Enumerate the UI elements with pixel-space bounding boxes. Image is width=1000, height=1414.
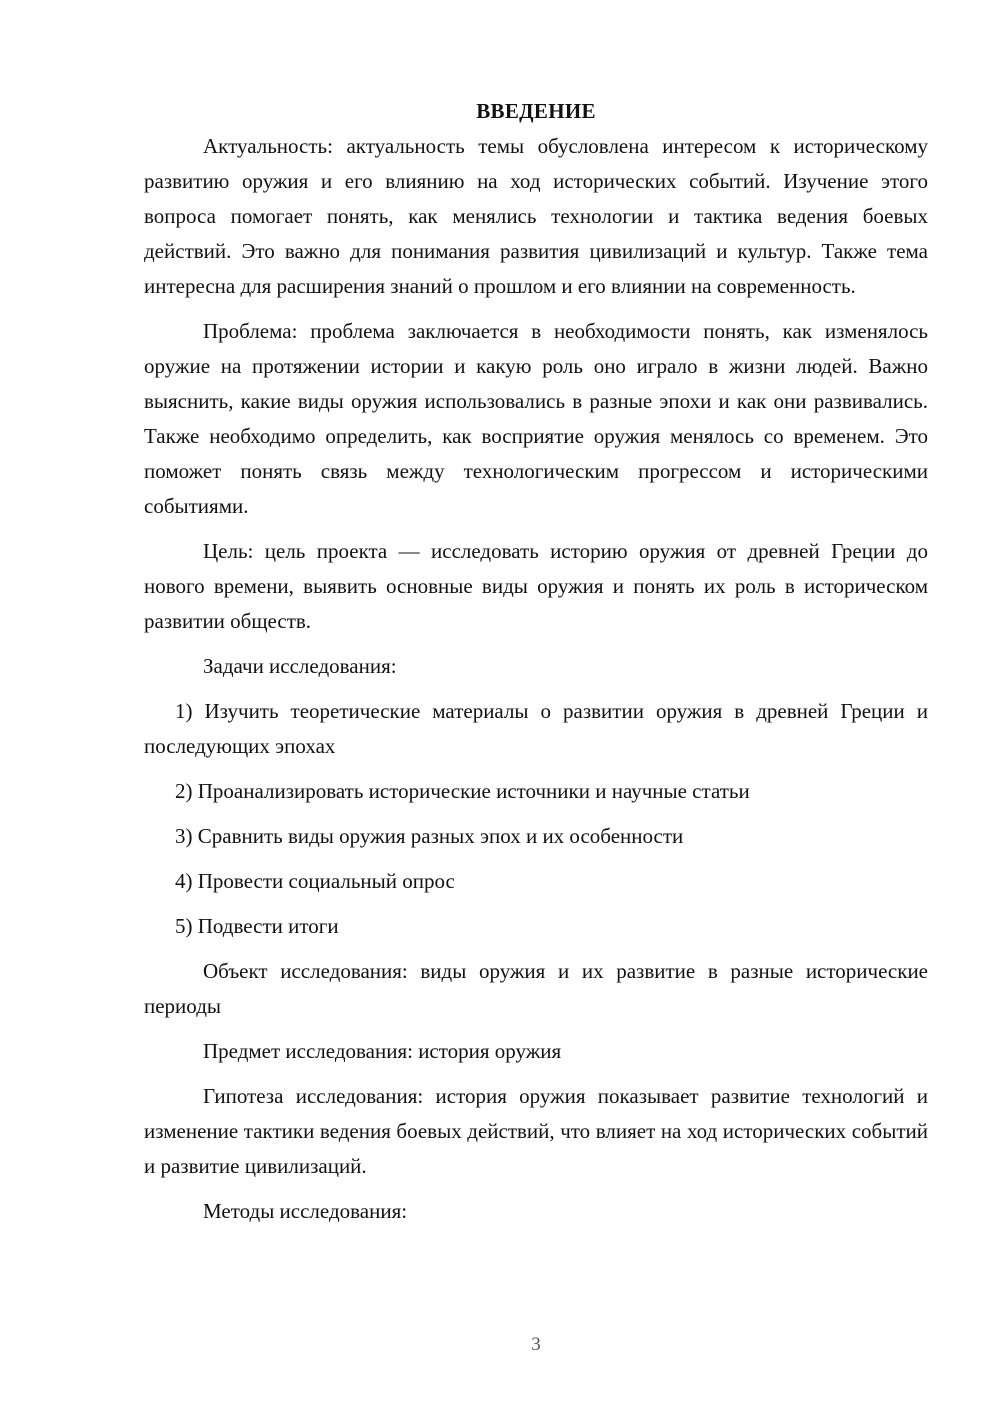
paragraph-problem: Проблема: проблема заключается в необходимости понять, как изменялось оружие на протяжении истории и какую роль оно играло в жизни людей. Важно выяснить, какие виды оружия использовались в разные эпохи и как они развивались. Также необходимо определить, как восприятие оружия менялось со временем. Это поможет понять связь между технологическим прогрессом и историческими событиями.	[144, 319, 928, 518]
page-number: 3	[531, 1334, 541, 1355]
task-item-3: 3) Сравнить виды оружия разных эпох и их особенности	[175, 824, 684, 848]
paragraph-goal: Цель: цель проекта — исследовать историю оружия от древней Греции до нового времени, выявить основные виды оружия и понять их роль в историческом развитии обществ.	[144, 539, 928, 633]
task-item-4: 4) Провести социальный опрос	[175, 869, 455, 893]
page-content	[144, 94, 928, 1239]
section-heading: ВВЕДЕНИЕ	[476, 99, 596, 123]
paragraph-relevance: Актуальность: актуальность темы обусловлена интересом к историческому развитию оружия и его влиянию на ход исторических событий. Изучение этого вопроса помогает понять, как менялись технологии и тактика ведения боевых действий. Это важно для понимания развития цивилизаций и культур. Также тема интересна для расширения знаний о прошлом и его влиянии на современность.	[144, 134, 928, 298]
tasks-title: Задачи исследования:	[203, 654, 397, 678]
task-item-2: 2) Проанализировать исторические источники и научные статьи	[175, 779, 750, 803]
task-item-5: 5) Подвести итоги	[175, 914, 339, 938]
paragraph-subject: Предмет исследования: история оружия	[203, 1039, 562, 1063]
task-item-1: 1) Изучить теоретические материалы о развитии оружия в древней Греции и последующих эпохах	[144, 699, 928, 758]
paragraph-hypothesis: Гипотеза исследования: история оружия показывает развитие технологий и изменение тактики ведения боевых действий, что влияет на ход исторических событий и развитие цивилизаций.	[144, 1084, 928, 1178]
paragraph-object: Объект исследования: виды оружия и их развитие в разные исторические периоды	[144, 959, 928, 1018]
methods-title: Методы исследования:	[203, 1199, 408, 1223]
